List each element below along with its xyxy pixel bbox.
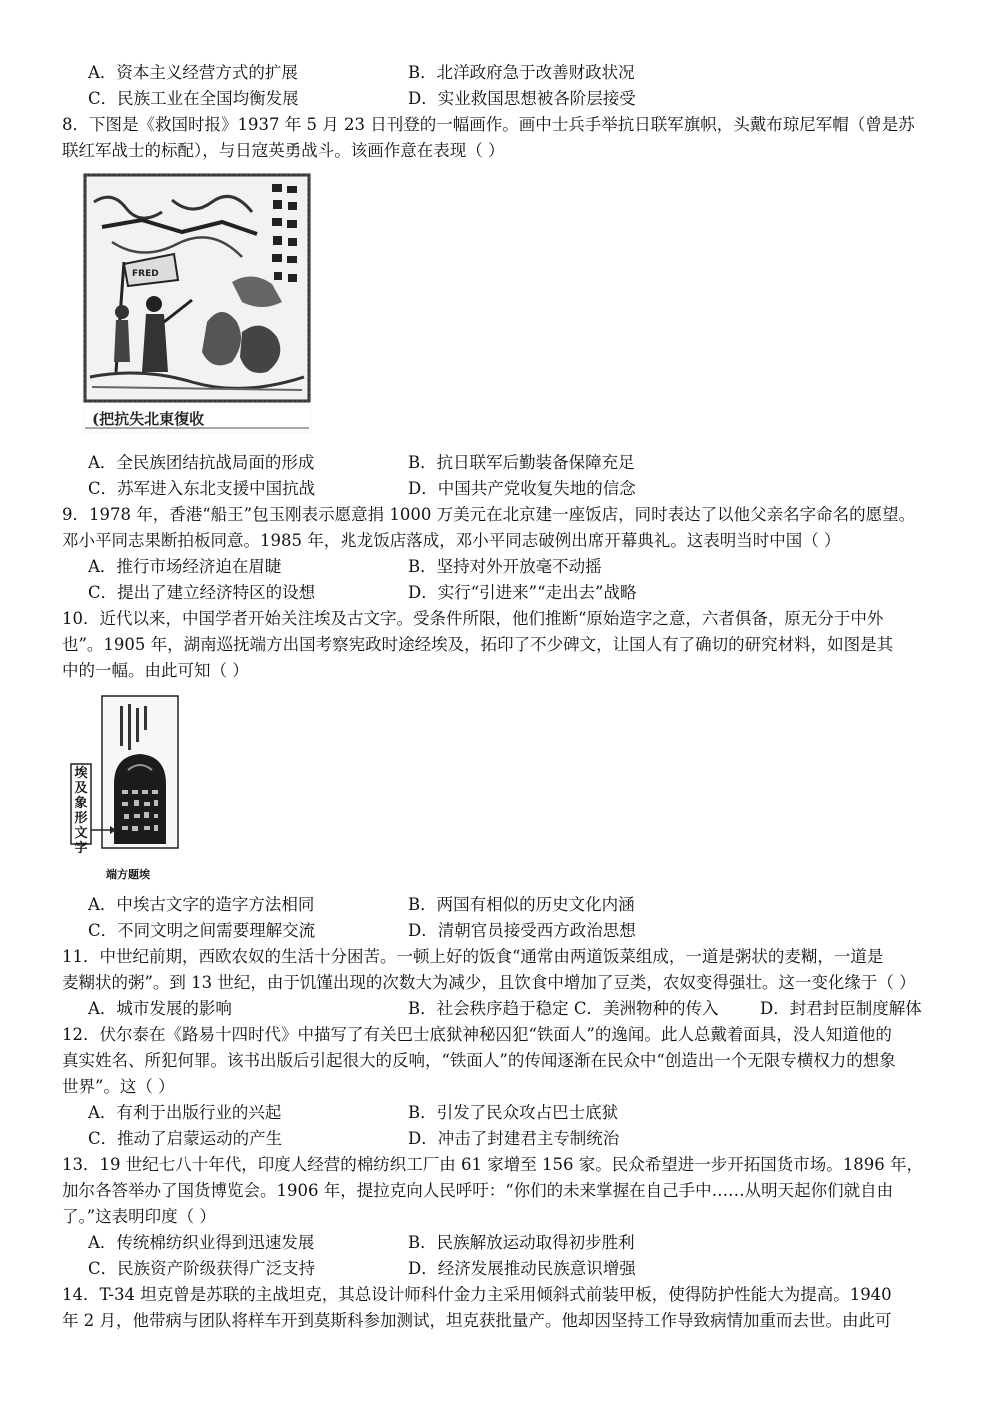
q12-option-b[interactable]: B．引发了民众攻占巴士底狱 <box>408 1103 619 1122</box>
flag-text: FRED <box>132 269 159 279</box>
q8-stem-line-1: 8．下图是《救国时报》1937 年 5 月 23 日刊登的一幅画作。画中士兵手举抗日联军旗帜，头戴布琼尼军帽（曾是苏 <box>62 115 915 134</box>
q9-option-c[interactable]: C．提出了建立经济特区的设想 <box>88 583 316 602</box>
q10-option-d[interactable]: D．清朝官员接受西方政治思想 <box>408 921 636 940</box>
stele-side-label: 埃及象形文字 <box>74 766 88 856</box>
q14-stem-line-1: 14．T-34 坦克曾是苏联的主战坦克，其总设计师科什金力主采用倾斜式前装甲板，使得防护性能大为提高。1940 <box>62 1285 892 1304</box>
q11-option-a[interactable]: A．城市发展的影响 <box>88 999 232 1018</box>
q7-option-b[interactable]: B．北洋政府急于改善财政状况 <box>408 63 635 82</box>
q8-woodcut-figure <box>82 172 312 434</box>
q9-option-b[interactable]: B．坚持对外开放毫不动摇 <box>408 557 602 576</box>
q10-stem-line-3: 中的一幅。由此可知（ ） <box>62 661 249 680</box>
q13-option-b[interactable]: B．民族解放运动取得初步胜利 <box>408 1233 635 1252</box>
stele-caption: 端方题埃 <box>106 868 150 881</box>
q10-stem-line-1: 10．近代以来，中国学者开始关注埃及古文字。受条件所限，他们推断“原始造字之意，六者俱备，原无分于中外 <box>62 609 884 628</box>
q12-stem-line-2: 真实姓名、所犯何罪。该书出版后引起很大的反响，“铁面人”的传闻逐渐在民众中“创造出一个无限专横权力的想象 <box>62 1051 896 1070</box>
q8-option-d[interactable]: D．中国共产党收复失地的信念 <box>408 479 636 498</box>
q7-option-d[interactable]: D．实业救国思想被各阶层接受 <box>408 89 636 108</box>
q13-stem-line-3: 了。”这表明印度（ ） <box>62 1207 216 1226</box>
q8-option-c[interactable]: C．苏军进入东北支援中国抗战 <box>88 479 316 498</box>
q10-option-a[interactable]: A．中埃古文字的造字方法相同 <box>88 895 315 914</box>
q7-option-c[interactable]: C．民族工业在全国均衡发展 <box>88 89 299 108</box>
q11-stem-line-2: 麦糊状的粥”。到 13 世纪，由于饥馑出现的次数大为减少，且饮食中增加了豆类，农奴变得强壮。这一变化缘于（ ） <box>62 973 916 992</box>
q9-stem-line-1: 9．1978 年，香港“船王”包玉刚表示愿意捐 1000 万美元在北京建一座饭店，同时表达了以他父亲名字命名的愿望。 <box>62 505 916 524</box>
q8-stem-line-2: 联红军战士的标配），与日寇英勇战斗。该画作意在表现（ ） <box>62 141 505 160</box>
q12-option-c[interactable]: C．推动了启蒙运动的产生 <box>88 1129 283 1148</box>
q14-stem-line-2: 年 2 月，他带病与团队将样车开到莫斯科参加测试，坦克获批量产。他却因坚持工作导致病情加重而去世。由此可 <box>62 1311 892 1330</box>
q11-option-b-c[interactable]: B．社会秩序趋于稳定 C．美洲物种的传入 <box>408 999 719 1018</box>
q13-stem-line-1: 13．19 世纪七八十年代，印度人经营的棉纺织工厂由 61 家增至 156 家。民众希望进一步开拓国货市场。1896 年， <box>62 1155 923 1174</box>
q10-stem-line-2: 也”。1905 年，湖南巡抚端方出国考察宪政时途经埃及，拓印了不少碑文，让国人有了确切的研究材料，如图是其 <box>62 635 894 654</box>
q12-option-a[interactable]: A．有利于出版行业的兴起 <box>88 1103 282 1122</box>
q12-stem-line-3: 世界”。这（ ） <box>62 1077 175 1096</box>
q8-option-b[interactable]: B．抗日联军后勤装备保障充足 <box>408 453 635 472</box>
q9-option-d[interactable]: D．实行“引进来”“走出去”战略 <box>408 583 637 602</box>
q13-stem-line-2: 加尔各答举办了国货博览会。1906 年，提拉克向人民呼吁：“你们的未来掌握在自己手中……从明天起你们就自由 <box>62 1181 894 1200</box>
q13-option-a[interactable]: A．传统棉纺织业得到迅速发展 <box>88 1233 315 1252</box>
q12-option-d[interactable]: D．冲击了封建君主专制统治 <box>408 1129 620 1148</box>
q13-option-c[interactable]: C．民族资产阶级获得广泛支持 <box>88 1259 316 1278</box>
q12-stem-line-1: 12．伏尔泰在《路易十四时代》中描写了有关巴士底狱神秘囚犯“铁面人”的逸闻。此人总戴着面具，没人知道他的 <box>62 1025 892 1044</box>
q9-stem-line-2: 邓小平同志果断拍板同意。1985 年，兆龙饭店落成，邓小平同志破例出席开幕典礼。这表明当时中国（ ） <box>62 531 841 550</box>
q10-option-b[interactable]: B．两国有相似的历史文化内涵 <box>408 895 635 914</box>
q10-option-c[interactable]: C．不同文明之间需要理解交流 <box>88 921 316 940</box>
q9-option-a[interactable]: A．推行市场经济迫在眉睫 <box>88 557 282 576</box>
q13-option-d[interactable]: D．经济发展推动民族意识增强 <box>408 1259 636 1278</box>
q10-stele-figure <box>70 694 180 884</box>
q11-option-d[interactable]: D．封君封臣制度解体 <box>760 999 922 1018</box>
q11-stem-line-1: 11．中世纪前期，西欧农奴的生活十分困苦。一顿上好的饭食“通常由两道饭菜组成，一道是粥状的麦糊，一道是 <box>62 947 884 966</box>
woodcut-caption: (把抗失北東復收 <box>92 410 205 428</box>
woodcut-illustration <box>82 172 312 434</box>
q8-option-a[interactable]: A．全民族团结抗战局面的形成 <box>88 453 315 472</box>
q7-option-a[interactable]: A．资本主义经营方式的扩展 <box>88 63 298 82</box>
